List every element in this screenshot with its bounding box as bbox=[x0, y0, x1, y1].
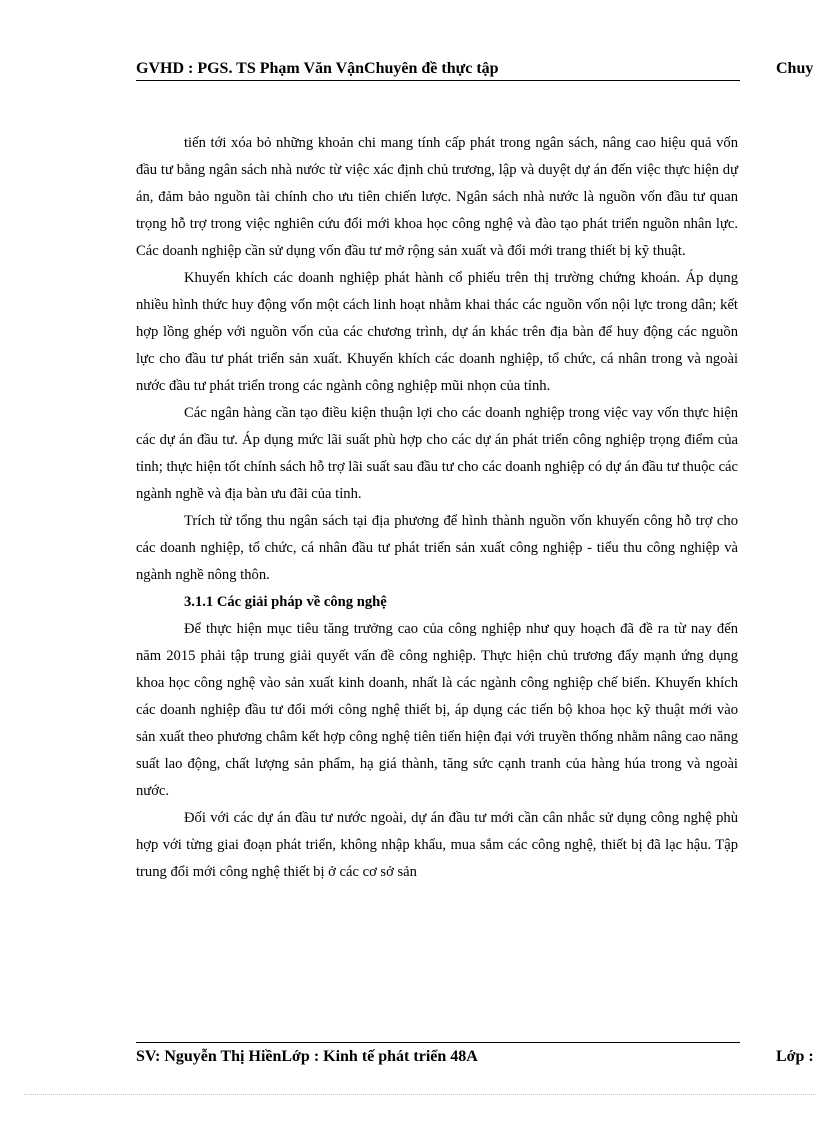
paragraph: tiến tới xóa bỏ những khoản chi mang tính cấp phát trong ngân sách, nâng cao hiệu quả vốn đầu tư bằng ngân sách nhà nước từ việc xác định chủ trương, lập và duyệt dự án đến việc thực hiện dự án, đảm bảo nguồn tài chính cho ưu tiên chiến lược. Ngân sách nhà nước là nguồn vốn đầu tư quan trọng hỗ trợ trong việc nghiên cứu đổi mới khoa học công nghệ và đào tạo phát triển nguồn nhân lực. Các doanh nghiệp cần sử dụng vốn đầu tư mở rộng sản xuất và đổi mới trang thiết bị kỹ thuật. bbox=[136, 135, 738, 259]
page-edge-divider bbox=[24, 1094, 816, 1095]
footer-divider bbox=[136, 1042, 740, 1043]
page-footer: SV: Nguyễn Thị HiềnLớp : Kinh tế phát triển 48A bbox=[136, 1048, 478, 1065]
header-divider bbox=[136, 80, 740, 81]
page-footer-overflow: Lớp : bbox=[776, 1048, 814, 1065]
section-heading: 3.1.1 Các giải pháp về công nghệ bbox=[184, 594, 387, 610]
document-body bbox=[136, 130, 738, 886]
page-header: GVHD : PGS. TS Phạm Văn VậnChuyên đề thực tập bbox=[136, 60, 499, 77]
paragraph: Để thực hiện mục tiêu tăng trưởng cao của công nghiệp như quy hoạch đã đề ra từ nay đến năm 2015 phải tập trung giải quyết vấn đề công nghiệp. Thực hiện chủ trương đẩy mạnh ứng dụng khoa học công nghệ vào sản xuất kinh doanh, nhất là các ngành công nghiệp chế biến. Khuyến khích các doanh nghiệp đầu tư đổi mới công nghệ thiết bị, áp dụng các tiến bộ khoa học kỹ thuật mới vào sản xuất theo phương châm kết hợp công nghệ tiên tiến hiện đại với truyền thống nhằm nâng cao năng suất lao động, chất lượng sản phẩm, hạ giá thành, tăng sức cạnh tranh của hàng húa trong và ngoài nước. bbox=[136, 621, 738, 799]
paragraph: Khuyến khích các doanh nghiệp phát hành cổ phiếu trên thị trường chứng khoán. Áp dụng nhiều hình thức huy động vốn một cách linh hoạt nhằm khai thác các nguồn vốn nội lực trong dân; kết hợp lồng ghép với nguồn vốn của các chương trình, dự án khác trên địa bàn để huy động các nguồn lực cho đầu tư phát triển sản xuất. Khuyến khích các doanh nghiệp, tổ chức, cá nhân trong và ngoài nước đầu tư phát triển trong các ngành công nghiệp mũi nhọn của tỉnh. bbox=[136, 270, 738, 394]
paragraph: Trích từ tổng thu ngân sách tại địa phương để hình thành nguồn vốn khuyến công hỗ trợ cho các doanh nghiệp, tổ chức, cá nhân đầu tư phát triển sản xuất công nghiệp - tiểu thu công nghiệp và ngành nghề nông thôn. bbox=[136, 513, 738, 583]
paragraph: Các ngân hàng cần tạo điều kiện thuận lợi cho các doanh nghiệp trong việc vay vốn thực hiện các dự án đầu tư. Áp dụng mức lãi suất phù hợp cho các dự án phát triển công nghiệp trọng điểm của tỉnh; thực hiện tốt chính sách hỗ trợ lãi suất sau đầu tư cho các doanh nghiệp có dự án đầu tư thuộc các ngành nghề và địa bàn ưu đãi của tỉnh. bbox=[136, 405, 738, 502]
paragraph: Đối với các dự án đầu tư nước ngoài, dự án đầu tư mới cần cân nhắc sử dụng công nghệ phù hợp với từng giai đoạn phát triển, không nhập khẩu, mua sắm các công nghệ, thiết bị đã lạc hậu. Tập trung đổi mới công nghệ thiết bị ở các cơ sở sản bbox=[136, 810, 738, 880]
page-header-overflow: Chuy bbox=[776, 60, 814, 77]
